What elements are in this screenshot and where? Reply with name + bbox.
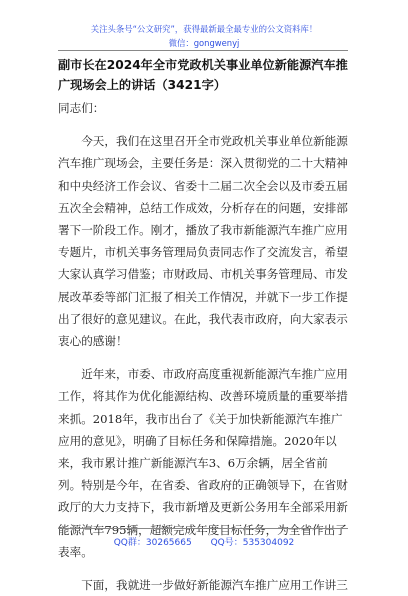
- paragraph: 近年来，市委、市政府高度重视新能源汽车推广应用工作，将其作为优化能源结构、改善环境质量的重要举措来抓。2018年，我市出台了《关于加快新能源汽车推广应用的意见》，明确了目标任务和保障措施。2020年以来，我市累计推广新能源汽车3、6万余辆，居全省前列。特别是今年，在省委、省政府的正确领导下，在省财政厅的大力支持下，我市新增及更新公务用车全部采用新能源汽车795辆，超额完成年度目标任务，为全省作出了表率。: [58, 367, 348, 559]
- document-title: 副市长在2024年全市党政机关事业单位新能源汽车推广现场会上的讲话（3421字）: [58, 58, 348, 92]
- footer-qq: QQ号：535304092: [210, 538, 295, 548]
- header-banner: 关注头条号“公文研究”，获得最新最全最专业的公文资料库！ 微信：gongwenyj: [90, 24, 318, 48]
- document-body: [58, 97, 348, 596]
- paragraph: 下面，我就进一步做好新能源汽车推广应用工作讲三: [81, 578, 348, 593]
- header-divider: [58, 50, 348, 51]
- footer: [0, 535, 408, 548]
- footer-divider: [58, 528, 348, 529]
- footer-qq-group: QQ群：30265665: [113, 538, 192, 548]
- salutation: 同志们：: [58, 101, 105, 115]
- paragraph: 今天，我们在这里召开全市党政机关事业单位新能源汽车推广现场会，主要任务是：深入贯彻党的二十大精神和中央经济工作会议、省委十二届二次全会以及市委五届五次全会精神，总结工作成效，分析存在的问题，安排部署下一阶段工作。刚才，播放了我市新能源汽车推广应用专题片，市机关事务管理局负责同志作了交流发言，希望大家认真学习借鉴；市财政局、市机关事务管理局、市发展改革委等部门汇报了相关工作情况，并就下一步工作提出了很好的意见建议。在此，我代表市政府，向大家表示衷心的感谢！: [58, 134, 348, 349]
